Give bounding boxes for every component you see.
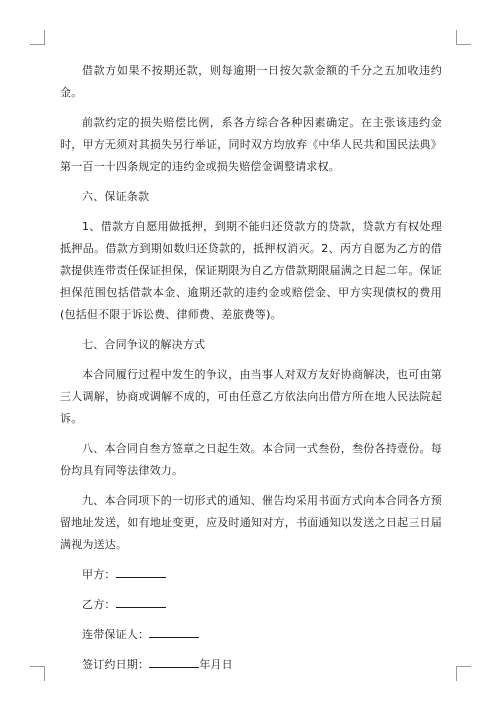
- sign-date-suffix: 年月日: [199, 658, 233, 671]
- paragraph-late-payment: 借款方如果不按期还款，则每逾期一日按欠款金额的千分之五加收违约金。: [60, 64, 442, 99]
- party-a-blank: [116, 564, 166, 578]
- crop-mark-bottom-right: [456, 666, 471, 681]
- heading-guarantee: 六、保证条款: [82, 190, 150, 203]
- sign-date-label: 签订约日期：: [82, 658, 150, 671]
- heading-dispute: 七、合同争议的解决方式: [82, 338, 206, 351]
- crop-mark-top-right: [456, 30, 471, 45]
- party-b-blank: [116, 594, 166, 608]
- document-body: [60, 60, 442, 684]
- signature-guarantor: [60, 624, 442, 646]
- paragraph-damages: 前款约定的损失赔偿比例，系各方综合各种因素确定。在主张该违约金时，甲方无须对其损失另行举证，同时双方均放弃《中华人民共和国民法典》第一百一十四条规定的违约金或损失赔偿金调整请求权。: [60, 116, 442, 173]
- paragraph-notices: 九、本合同项下的一切形式的通知、催告均采用书面方式向本合同各方预留地址发送，如有地址变更，应及时通知对方，书面通知以发送之日起三日届满视为送达。: [60, 494, 442, 551]
- party-a-label: 甲方：: [82, 568, 116, 581]
- paragraph-effectiveness: 八、本合同自叁方签章之日起生效。本合同一式叁份，叁份各持壹份。每份均具有同等法律效力。: [60, 442, 442, 477]
- party-b-label: 乙方：: [82, 598, 116, 611]
- paragraph-dispute-terms: 本合同履行过程中发生的争议，由当事人对双方友好协商解决，也可由第三人调解，协商或调解不成的，可由任意乙方依法向出借方所在地人民法院起诉。: [60, 368, 442, 425]
- guarantor-label: 连带保证人：: [82, 628, 150, 641]
- signature-party-a: [60, 564, 442, 586]
- signature-date: [60, 654, 442, 676]
- guarantor-blank: [149, 624, 199, 638]
- crop-mark-top-left: [30, 30, 45, 45]
- paragraph-guarantee-terms: 1、借款方自愿用做抵押，到期不能归还贷款方的贷款，贷款方有权处理抵押品。借款方到期如数归还贷款的，抵押权消灭。2、丙方自愿为乙方的借款提供连带责任保证担保，保证期限为自乙方借款期限届满之日起二年。保证担保范围包括借款本金、逾期还款的违约金或赔偿金、甲方实现债权的费用(包括但不限于诉讼费、律师费、差旅费等)。: [60, 220, 442, 321]
- crop-mark-bottom-left: [30, 666, 45, 681]
- signature-party-b: [60, 594, 442, 616]
- sign-date-blank: [149, 654, 199, 668]
